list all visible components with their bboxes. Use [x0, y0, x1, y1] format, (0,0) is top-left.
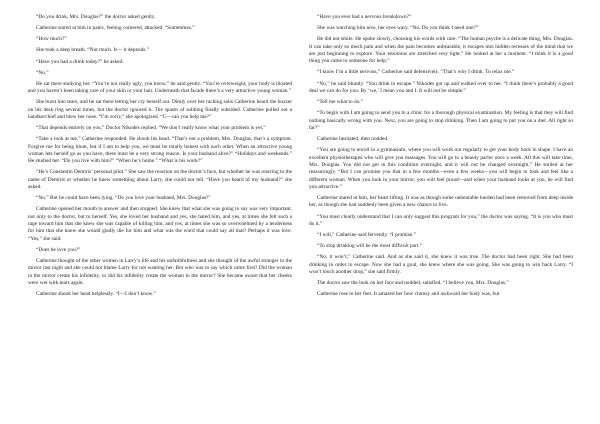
- paragraph: “Take a look at me,” Catherine responded. He shook his head. “That’s not a problem, Mrs. Douglas, that’s a symptom. Forgive me for being blunt, but if I am to help you, we must be totally honest with each other. When an attractive young woman lets herself go as you have, there must be a very strong reason. Is your husband alive?” “Holidays and weekends.” He studied her. “Do you live with him?” “When he’s home.” “What is his work?”: [28, 136, 292, 165]
- paragraph: He did not smile. He spoke slowly, choosing his words with care. “The human psyche is a delicate thing, Mrs. Douglas. It can take only so much pain and when the pain becomes unbearable, it escapes into hidden recesses of the mind that we are just beginning to explore. Your emotions are stretched very tight.” He looked at her a moment. “I think it is a good thing you came to someone for help.”: [309, 36, 573, 65]
- paragraph: “Does he love you?”: [36, 246, 81, 253]
- paragraph: He sat there studying her. “You’re not really ugly, you know,” he said gently. “You’re overweight, your body is bloated and you haven’t been taking care of your skin or your hair. Underneath that facade there’s a very attractive young woman.”: [28, 80, 292, 95]
- paragraph: “Do you drink, Mrs. Douglas?” the doctor asked gently.: [36, 14, 156, 20]
- paragraph: “How much?”: [36, 36, 67, 43]
- paragraph: “Have you ever had a nervous breakdown?”: [317, 14, 412, 20]
- paragraph: Catherine shook her head helplessly. “I—I don’t know.”: [36, 291, 156, 298]
- right-text-column: [309, 14, 573, 418]
- paragraph: The doctor saw the look on her face and nodded, satisfied. “I believe you, Mrs. Douglas.”: [317, 280, 509, 287]
- paragraph: “To stop drinking will be the most difficult part.”: [317, 243, 423, 250]
- paragraph: She took a deep breath. “Not much. It— it depends.”: [36, 47, 150, 54]
- left-text-column: [28, 14, 292, 418]
- paragraph: “You must clearly understand that I can only suggest this program for you,” the doctor was saying. “It is you who must do it.”: [309, 213, 573, 227]
- paragraph: Catherine stared at him in panic, feeling cornered, attacked. “Sometimes.”: [36, 25, 195, 32]
- paragraph: “No,” he said bluntly. “You drink to escape.” Nikodes got up and walked over to her. “I think there’s probably a good deal we can do for you. By ‘we,’ I mean you and I. It will not be simple.”: [309, 80, 573, 94]
- paragraph: “Tell me what to do.”: [317, 99, 364, 106]
- paragraph: “He’s Constantin Demiris’ personal pilot.” She saw the reaction on the doctor’s face, but whether he was reacting to the name of Demiris or whether he knew something about Larry, she could not tell. “Have you heard of my husband?” she asked.: [28, 169, 292, 191]
- paragraph: She burst into tears, and he sat there letting her cry herself out. Dimly over her racking sobs Catherine heard the buzzer on his desk ring several times, but the doctor ignored it. The spasm of sobbing finally subsided. Catherine pulled out a handkerchief and blew her nose. “I’m sorry,” she apologized. “C—can you help me?”: [28, 99, 292, 121]
- paragraph: She was watching him now, her eyes wary. “No. Do you think I need one?”: [317, 25, 479, 32]
- paragraph: “Have you had a drink today?” he asked.: [36, 58, 124, 65]
- paragraph: “I will,” Catherine said fervently. “I promise.”: [317, 232, 416, 239]
- paragraph: “No, it won’t,” Catherine said. And as she said it, she knew it was true. The doctor had been right. She had been drinking in order to escape. Now she had a goal, she knew where she was going. She was going to win back Larry. “I won’t touch another drop,” she said firmly.: [309, 254, 573, 275]
- paragraph: Catherine rose to her feet. It amazed her how clumsy and awkward her body was, but: [317, 291, 500, 298]
- paragraph: “I know I’m a little nervous,” Catherine said defensively. “That’s why I drink. To relax me.”: [317, 69, 515, 76]
- paragraph: Catherine opened her mouth to answer and then stopped. She knew that what she was going to say was very important, not only to the doctor, but to herself. Yes, she loved her husband and yes, she hated him, and yes, at times she felt such a rage toward him that she knew she was capable of killing him, and yes, at times she was so overwhelmed by a tenderness for him that she knew she would gladly die for him and what was the word that could say all that? Perhaps it was love. “Yes,” she said.: [28, 206, 292, 242]
- paragraph: Catherine stared at him, her heart lifting. It was as though some unbearable burden had been removed from deep inside her, as though she had suddenly been given a new chance to live.: [309, 195, 573, 209]
- paragraph: “To begin with I am going to send you to a clinic for a thorough physical examination. My feeling is that they will find nothing basically wrong with you. Next, you are going to stop drinking. Then I am going to put you on a diet. All right so far?”: [309, 110, 573, 131]
- paragraph: “No.”: [36, 69, 49, 76]
- paragraph: “You are going to enroll in a gymnasium, where you will work out regularly to get your body back in shape. I have an excellent physiotherapist who will give you massages. You will go to a beauty parlor once a week. All this will take time, Mrs. Douglas. You did not get in this condition overnight, and it will not be changed overnight.” He smiled at her reassuringly. “But I can promise you that in a few months—even a few weeks—you will begin to look and feel like a different woman. When you look in your mirror, you will feel proud—and when your husband looks at you, he will find you attractive.”: [309, 147, 573, 190]
- paragraph: Catherine hesitated, then nodded.: [317, 136, 389, 143]
- paragraph: “That depends entirely on you,” Doctor Nikodes replied. “We don’t really know what your problem is yet.”: [36, 125, 266, 132]
- paragraph: Catherine thought of the other women in Larry’s life and his unfaithfulness and she thought of the awful stranger in the mirror last night and she could not blame Larry for not wanting her. But who was to say which came first? Did the woman in the mirror create his infidelity, or did his infidelity create the woman in the mirror? She became aware that her cheeks were wet with tears again.: [28, 258, 292, 287]
- paragraph: “No.” But he could have been lying. “Do you love your husband, Mrs. Douglas?”: [36, 195, 211, 202]
